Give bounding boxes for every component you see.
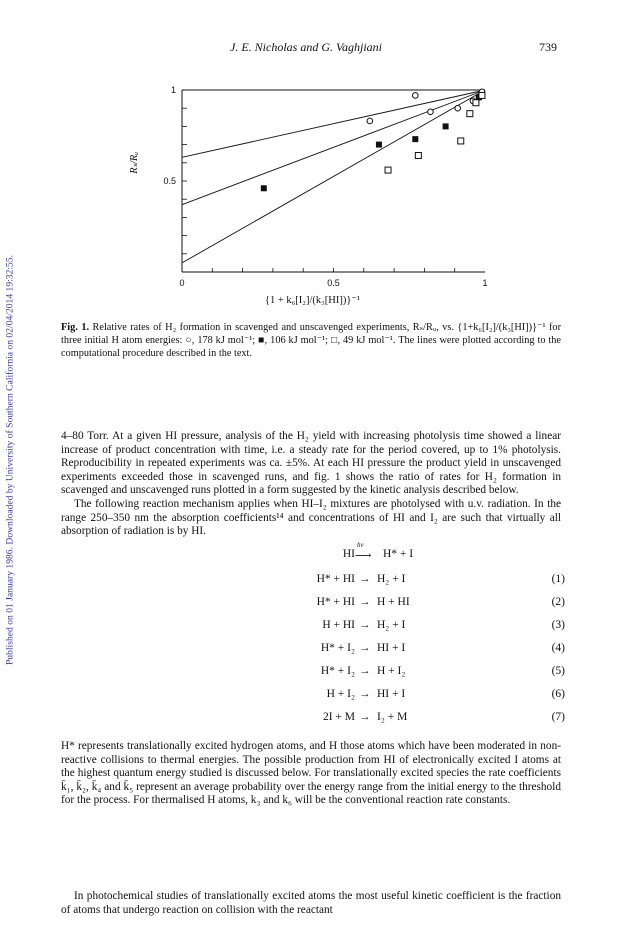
arrow-icon: → bbox=[359, 711, 371, 723]
reaction-lhs: H* + I₂ bbox=[320, 642, 355, 654]
data-point-filled-square bbox=[376, 142, 382, 148]
caption-text: Relative rates of H₂ formation in scavenged and unscavenged experiments, Rₛ/Rᵤ, vs. {1+k₆[I₂]/(k₃[HI])}⁻¹ for three initial H atom energies: ○, 178 kJ mol⁻¹; ■, 106 kJ mol⁻¹; □, 49 kJ mol⁻¹. The lines were plotted according to the computational procedure described in the text. bbox=[61, 322, 561, 359]
reaction-7 bbox=[225, 711, 565, 726]
page-number: 739 bbox=[539, 40, 557, 54]
reaction-5 bbox=[225, 665, 565, 680]
reaction-3 bbox=[225, 619, 565, 634]
paragraph-excited-atoms: H* represents translationally excited hydrogen atoms, and H those atoms which have been moderated in non-reactive collisions to thermal energies. The possible production from HI of electronically excited I atoms at the highest quantum energy studied is discussed below. For translationally excited species the rate coefficients k̄₁, k̄₂, k̄₄ and k̄₅ represent an average probability over the energy range from the initial energy to the threshold for the process. For thermalised H atoms, k₃ and k₆ will be the conventional reaction rate constants. bbox=[61, 740, 561, 807]
arrow-icon: → bbox=[359, 619, 371, 631]
publication-notice: Published on 01 January 1986. Downloaded by University of Southern California on 02/04/2014 19:32:55. bbox=[4, 254, 16, 666]
reaction-lhs: H* + HI bbox=[316, 573, 355, 585]
paragraph-results: 4–80 Torr. At a given HI pressure, analysis of the H₂ yield with increasing photolysis time showed a linear increase of product concentration with time, i.e. a steady rate for the period covered, up to 1% photolysis. Reproducibility in repeated experiments was ca. ±5%. At each HI pressure the product yield in unscavenged experiments exceeded those in scavenged runs, and fig. 1 shows the ratio of rates for H₂ formation in scavenged and unscavenged runs plotted in a form suggested by the kinetic analysis described below. bbox=[61, 430, 561, 497]
reaction-lhs: HI bbox=[342, 548, 355, 560]
running-title-authors: J. E. Nicholas and G. Vaghjiani bbox=[230, 40, 382, 54]
chart-x-axis-label: {1 + k₆[I₂]/(k₃[HI])}⁻¹ bbox=[264, 295, 361, 306]
data-point-open-circle bbox=[367, 118, 373, 124]
caption-label: Fig. 1. bbox=[61, 322, 90, 333]
reaction-rhs: H + HI bbox=[377, 596, 410, 608]
equation-number: (5) bbox=[551, 665, 565, 677]
y-tick-label: 1 bbox=[170, 85, 176, 95]
x-tick-label: 0 bbox=[179, 278, 185, 288]
equation-number: (2) bbox=[551, 596, 565, 608]
data-point-filled-square bbox=[412, 136, 418, 142]
reaction-rhs: H + I₂ bbox=[377, 665, 406, 677]
y-tick-label: 0.5 bbox=[163, 176, 176, 186]
x-tick-label: 1 bbox=[482, 278, 488, 288]
data-point-open-square bbox=[385, 167, 391, 173]
reaction-lhs: H* + HI bbox=[316, 596, 355, 608]
publication-sidebar bbox=[2, 110, 18, 810]
data-point-filled-square bbox=[443, 123, 449, 129]
paragraph-mechanism: The following reaction mechanism applies when HI–I₂ mixtures are photolysed with u.v. radiation. In the range 250–350 nm the absorption coefficients¹⁴ and concentrations of HI and I₂ are such that virtually all absorption of radiation is by HI. bbox=[61, 498, 561, 538]
page-header bbox=[0, 40, 625, 58]
data-point-open-circle bbox=[455, 105, 461, 111]
equation-number: (3) bbox=[551, 619, 565, 631]
reaction-rhs: HI + I bbox=[377, 688, 406, 700]
reaction-lhs: 2I + M bbox=[322, 711, 355, 723]
reaction-photolysis bbox=[225, 541, 565, 563]
data-point-open-square bbox=[458, 138, 464, 144]
reaction-rhs: H₂ + I bbox=[377, 619, 406, 631]
arrow-icon: → bbox=[359, 688, 371, 700]
equation-number: (7) bbox=[551, 711, 565, 723]
reaction-rhs: I₂ + M bbox=[377, 711, 408, 723]
x-tick-label: 0.5 bbox=[327, 278, 340, 288]
reaction-rhs: HI + I bbox=[377, 642, 406, 654]
fit-line bbox=[182, 90, 485, 263]
reaction-lhs: H* + I₂ bbox=[320, 665, 355, 677]
reaction-1 bbox=[225, 573, 565, 588]
reaction-4 bbox=[225, 642, 565, 657]
reaction-2 bbox=[225, 596, 565, 611]
arrow-icon: → bbox=[359, 665, 371, 677]
data-point-filled-square bbox=[261, 185, 267, 191]
data-point-open-square bbox=[479, 92, 485, 98]
arrow-with-hv: hν ⟶ bbox=[355, 541, 372, 562]
paragraph-kinetic-coefficient: In photochemical studies of translationally excited atoms the most useful kinetic coefficient is the fraction of atoms that undergo reaction on collision with the reactant bbox=[61, 890, 561, 916]
figure-1-chart bbox=[110, 70, 530, 295]
equation-number: (1) bbox=[551, 573, 565, 585]
arrow-icon: → bbox=[359, 642, 371, 654]
reaction-rhs: H* + I bbox=[383, 548, 414, 560]
arrow-icon: → bbox=[359, 596, 371, 608]
data-point-open-square bbox=[467, 111, 473, 117]
data-point-open-square bbox=[415, 153, 421, 159]
reaction-lhs: H + I₂ bbox=[326, 688, 355, 700]
hv-label: hν bbox=[357, 541, 364, 549]
reaction-lhs: H + HI bbox=[322, 619, 355, 631]
reaction-rhs: H₂ + I bbox=[377, 573, 406, 585]
data-point-open-square bbox=[473, 100, 479, 106]
data-point-open-circle bbox=[413, 93, 419, 99]
equation-number: (6) bbox=[551, 688, 565, 700]
data-point-open-circle bbox=[428, 109, 434, 115]
figure-caption bbox=[61, 322, 561, 360]
chart-y-axis-label: Rₛ/Rᵤ bbox=[129, 151, 140, 174]
reaction-6 bbox=[225, 688, 565, 703]
equation-number: (4) bbox=[551, 642, 565, 654]
arrow-icon: → bbox=[359, 573, 371, 585]
